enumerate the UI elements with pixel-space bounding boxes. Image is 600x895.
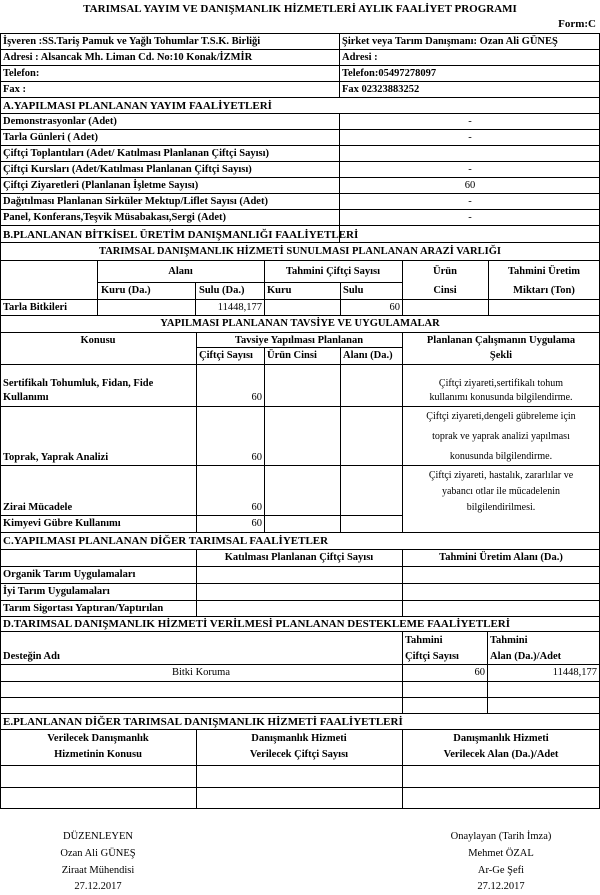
row-value: - (468, 164, 472, 175)
row-label: Çiftçi Ziyaretleri (Planlanan İşletme Sayısı) (3, 180, 199, 191)
col-urun: Ürün (433, 266, 457, 277)
col-katilmasi: Katılması Planlanan Çiftçi Sayısı (224, 552, 374, 563)
col-konusu: Konusu (80, 335, 116, 346)
tavsiye-ciftci: 60 (251, 392, 262, 403)
tavsiye-sekil: Çiftçi ziyareti,sertifikalı tohum (438, 378, 564, 389)
footer-left-name: Ozan Ali GÜNEŞ (60, 848, 136, 859)
footer-right-role: Onaylayan (Tarih İmza) (450, 831, 552, 842)
tavsiye-konu: Kullanımı (3, 392, 49, 403)
row-value: - (468, 116, 472, 127)
row-value: - (468, 212, 472, 223)
col-tahmini-2: Tahmini (490, 635, 528, 646)
col-ciftci: Çiftçi Sayısı (405, 651, 459, 662)
col-alani-da: Alanı (Da.) (343, 350, 393, 361)
footer-right-date: 27.12.2017 (477, 881, 525, 892)
tavsiye-konu: Zirai Mücadele (3, 502, 73, 513)
col-destek: Desteğin Adı (3, 651, 60, 662)
col-tahmini-alan: Tahmini Üretim Alanı (Da.) (439, 552, 563, 563)
section-c-row: İyi Tarım Uygulamaları (3, 586, 110, 597)
row-label: Panel, Konferans,Teşvik Müsabakası,Sergi (Adet) (3, 212, 227, 223)
footer-right-name: Mehmet ÖZAL (468, 848, 534, 859)
tavsiye-ciftci: 60 (251, 518, 262, 529)
tavsiye-konu: Kimyevi Gübre Kullanımı (3, 518, 121, 529)
row-label: Dağıtılması Planlanan Sirküler Mektup/Liflet Sayısı (Adet) (3, 196, 268, 207)
tavsiye-ciftci: 60 (251, 502, 262, 513)
col-alan: Alan (Da.)/Adet (490, 651, 562, 662)
row-value: 60 (464, 180, 476, 191)
section-c-row: Tarım Sigortası Yaptıran/Yaptırılan (3, 603, 164, 614)
row-label: Demonstrasyonlar (Adet) (3, 116, 117, 127)
tavsiye-sekil: yabancı otlar ile mücadelenin (441, 486, 560, 497)
fax-left: Fax : (3, 84, 27, 95)
section-e-title: E.PLANLANAN DİĞER TARIMSAL DANIŞMANLIK HİZMETİ FAALİYETLERİ (3, 716, 403, 728)
tarla-bitkileri-label: Tarla Bitkileri (3, 302, 68, 313)
col-sulu: Sulu (Da.) (199, 285, 245, 296)
col-planlanan-2: Şekli (489, 350, 513, 361)
destek-ciftci: 60 (474, 667, 485, 678)
tavsiye-ciftci: 60 (251, 452, 262, 463)
tavsiye-sekil: konusunda bilgilendirme. (449, 451, 553, 462)
col-e2: Verilecek Çiftçi Sayısı (249, 749, 349, 760)
col-tahmini-1: Tahmini (405, 635, 443, 646)
consultant-label: Şirket veya Tarım Danışmanı: Ozan Ali GÜNEŞ (342, 36, 558, 47)
col-e3: Verilecek Alan (Da.)/Adet (443, 749, 559, 760)
footer-left-title: Ziraat Mühendisi (61, 865, 135, 876)
col-e3: Danışmanlık Hizmeti (453, 733, 549, 744)
col-cinsi: Cinsi (433, 285, 457, 296)
tarla-sulu-ciftci: 60 (389, 302, 400, 313)
section-d-title: D.TARIMSAL DANIŞMANLIK HİZMETİ VERİLMESİ PLANLANAN DESTEKLEME FAALİYETLERİ (3, 618, 511, 630)
phone-left: Telefon: (3, 68, 40, 79)
phone-right: Telefon:05497278097 (342, 68, 437, 79)
col-e2: Danışmanlık Hizmeti (251, 733, 347, 744)
col-tahmini-ciftci: Tahmini Çiftçi Sayısı (285, 266, 381, 277)
tavsiye-sekil: kullanımı konusunda bilgilendirme. (429, 392, 573, 403)
tavsiye-sekil: Çiftçi ziyareti, hastalık, zararlılar ve (428, 470, 574, 481)
tavsiye-sekil: Çiftçi ziyareti,dengeli gübreleme için (426, 411, 576, 422)
page-title: TARIMSAL YAYIM VE DANIŞMANLIK HİZMETLERİ AYLIK FAALİYET PROGRAMI (83, 3, 517, 15)
row-label: Çiftçi Toplantıları (Adet/ Katılması Planlanan Çiftçi Sayısı) (3, 148, 270, 159)
row-value: - (468, 132, 472, 143)
tavsiye-konu: Sertifikalı Tohumluk, Fidan, Fide (3, 378, 154, 389)
col-urun-cinsi: Ürün Cinsi (267, 350, 317, 361)
col-kuru: Kuru (Da.) (101, 285, 151, 296)
section-a-title: A.YAPILMASI PLANLANAN YAYIM FAALİYETLERİ (3, 100, 272, 112)
tavsiye-sekil: bilgilendirilmesi. (466, 502, 536, 513)
col-e1: Verilecek Danışmanlık (47, 733, 149, 744)
col-alani: Alanı (168, 266, 193, 277)
col-kuru2: Kuru (267, 285, 292, 296)
destek-name: Bitki Koruma (171, 667, 231, 678)
tavsiye-title: YAPILMASI PLANLANAN TAVSİYE VE UYGULAMALAR (160, 318, 440, 329)
row-label: Tarla Günleri ( Adet) (3, 132, 98, 143)
col-miktari: Miktarı (Ton) (513, 285, 575, 296)
section-b-title: B.PLANLANAN BİTKİSEL ÜRETİM DANIŞMANLIĞI FAALİYETLERİ (3, 229, 359, 241)
fax-right: Fax 02323883252 (342, 84, 420, 95)
footer-left-role: DÜZENLEYEN (63, 831, 133, 842)
address-left: Adresi : Alsancak Mh. Liman Cd. No:10 Konak/İZMİR (3, 52, 253, 63)
col-e1: Hizmetinin Konusu (54, 749, 142, 760)
tavsiye-sekil: toprak ve yaprak analizi yapılması (432, 431, 570, 442)
footer-right-title: Ar-Ge Şefi (477, 865, 525, 876)
land-subtitle: TARIMSAL DANIŞMANLIK HİZMETİ SUNULMASI PLANLANAN ARAZİ VARLIĞI (99, 246, 501, 257)
section-c-row: Organik Tarım Uygulamaları (3, 569, 136, 580)
row-label: Çiftçi Kursları (Adet/Katılması Planlanan Çiftçi Sayısı) (3, 164, 252, 175)
section-c-title: C.YAPILMASI PLANLANAN DİĞER TARIMSAL FAALİYETLER (3, 535, 329, 547)
col-tahmini-uretim: Tahmini Üretim (507, 266, 581, 277)
col-tavsiye: Tavsiye Yapılması Planlanan (234, 335, 364, 346)
employer-label: İşveren :SS.Tariş Pamuk ve Yağlı Tohumlar T.S.K. Birliği (3, 36, 261, 47)
form-code: Form:C (558, 18, 596, 30)
row-value: - (468, 196, 472, 207)
footer-left-date: 27.12.2017 (74, 881, 122, 892)
col-ciftci-sayisi: Çiftçi Sayısı (199, 350, 253, 361)
address-right: Adresi : (342, 52, 378, 63)
destek-alan: 11448,177 (552, 667, 597, 678)
tavsiye-konu: Toprak, Yaprak Analizi (3, 452, 109, 463)
tarla-sulu-da: 11448,177 (217, 302, 262, 313)
col-planlanan-1: Planlanan Çalışmanın Uygulama (426, 335, 576, 346)
col-sulu2: Sulu (343, 285, 364, 296)
